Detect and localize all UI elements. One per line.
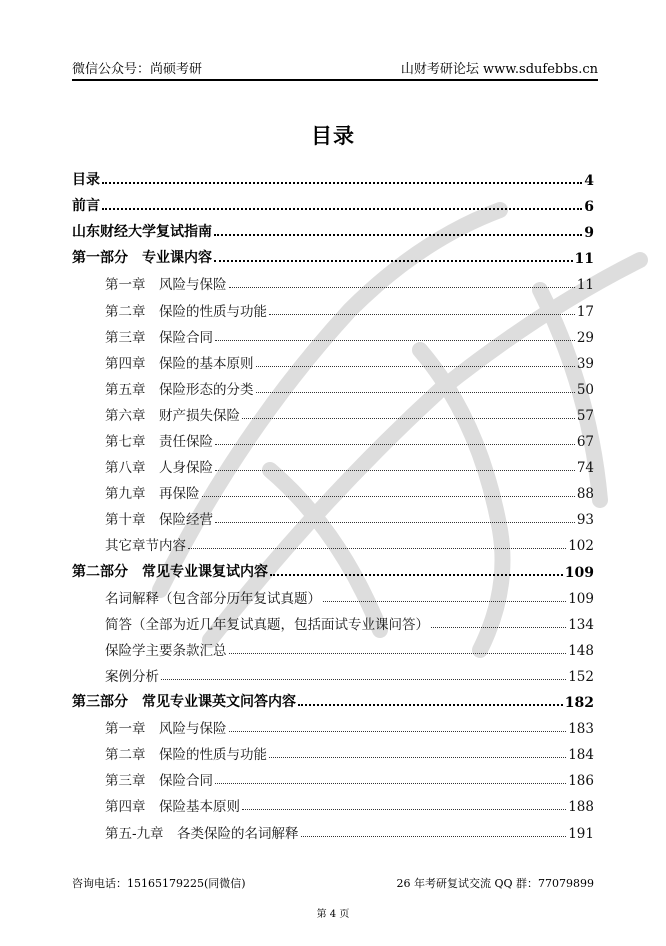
toc-leader-dots — [215, 470, 575, 471]
toc-entry-page: 17 — [576, 303, 594, 320]
toc-entry-page: 109 — [568, 590, 594, 607]
toc-entry-page: 11 — [574, 251, 594, 268]
toc-entry-page: 152 — [568, 668, 594, 685]
toc-entry-label: 山东财经大学复试指南 — [72, 224, 212, 241]
toc-leader-dots — [270, 574, 563, 576]
toc-leader-dots — [242, 418, 575, 419]
toc-entry-label: 第五章 保险形态的分类 — [105, 381, 254, 398]
toc-entry-page: 183 — [568, 721, 594, 738]
toc-chapter-entry[interactable] — [72, 661, 594, 685]
header-forum: 山财考研论坛 www.sdufebbs.cn — [400, 62, 598, 77]
toc-entry-page: 148 — [568, 642, 594, 659]
toc-chapter-entry[interactable] — [72, 374, 594, 398]
toc-leader-dots — [229, 731, 567, 732]
toc-chapter-entry[interactable] — [72, 296, 594, 320]
page-title: 目录 — [311, 123, 355, 148]
toc-entry-label: 第八章 人身保险 — [105, 460, 213, 477]
toc-entry-label: 前言 — [72, 198, 100, 215]
toc-chapter-entry[interactable] — [72, 504, 594, 528]
toc-chapter-entry[interactable] — [72, 426, 594, 450]
toc-chapter-entry[interactable] — [72, 818, 594, 842]
toc-leader-dots — [215, 444, 575, 445]
toc-entry-label: 第四章 保险的基本原则 — [105, 355, 254, 372]
toc-entry-label: 第七章 责任保险 — [105, 434, 213, 450]
toc-leader-dots — [188, 548, 566, 549]
toc-entry-page: 39 — [576, 355, 594, 372]
toc-chapter-entry[interactable] — [72, 478, 594, 502]
toc-entry-page: 57 — [576, 407, 594, 424]
toc-entry-label: 第四章 保险基本原则 — [105, 799, 240, 816]
toc-entry-page: 186 — [568, 773, 594, 790]
toc-entry-page: 50 — [576, 381, 594, 398]
header-rule — [72, 79, 598, 81]
toc-entry-label: 第六章 财产损失保险 — [105, 407, 240, 424]
toc-chapter-entry[interactable] — [72, 739, 594, 763]
toc-leader-dots — [102, 208, 582, 210]
toc-entry-label: 第一章 风险与保险 — [105, 277, 227, 294]
toc-entry-label: 第十章 保险经营 — [105, 512, 213, 529]
toc-entry-label: 第二章 保险的性质与功能 — [105, 303, 267, 320]
toc-entry-page: 188 — [568, 799, 594, 816]
toc-chapter-entry[interactable] — [72, 609, 594, 633]
toc-entry-page: 11 — [576, 277, 594, 294]
toc-entry-label: 保险学主要条款汇总 — [105, 642, 227, 659]
toc-leader-dots — [301, 836, 567, 837]
toc-entry-label: 其它章节内容 — [105, 538, 186, 555]
toc-entry-label: 第二部分 常见专业课复试内容 — [72, 563, 268, 580]
toc-entry-label: 案例分析 — [105, 668, 159, 685]
toc-entry-page: 182 — [564, 695, 594, 711]
toc-leader-dots — [256, 392, 575, 393]
toc-section-entry[interactable] — [72, 557, 594, 581]
toc-entry-page: 93 — [576, 512, 594, 529]
toc-leader-dots — [161, 679, 566, 680]
toc-entry-label: 第三章 保险合同 — [105, 773, 213, 790]
toc-section-entry[interactable] — [72, 687, 594, 711]
toc-leader-dots — [269, 314, 575, 315]
toc-entry-label: 第三章 保险合同 — [105, 329, 213, 346]
toc-entry-page: 74 — [576, 460, 594, 477]
toc-entry-page: 102 — [568, 538, 594, 555]
toc-section-entry[interactable] — [72, 165, 594, 189]
toc-leader-dots — [214, 234, 582, 236]
toc-leader-dots — [229, 287, 575, 288]
toc-leader-dots — [431, 627, 566, 628]
toc-entry-label: 第五-九章 各类保险的名词解释 — [105, 825, 299, 842]
toc-chapter-entry[interactable] — [72, 322, 594, 346]
toc-entry-page: 191 — [568, 825, 594, 842]
toc-entry-page: 67 — [576, 434, 594, 450]
toc-entry-label: 第二章 保险的性质与功能 — [105, 747, 267, 764]
toc-entry-label: 第一部分 专业课内容 — [72, 250, 212, 267]
toc-chapter-entry[interactable] — [72, 400, 594, 424]
toc-entry-page: 9 — [584, 225, 594, 242]
toc-chapter-entry[interactable] — [72, 583, 594, 607]
footer-qq-group: 26 年考研复试交流 QQ 群：77079899 — [396, 877, 594, 890]
toc-leader-dots — [256, 366, 575, 367]
toc-chapter-entry[interactable] — [72, 765, 594, 789]
toc-entry-page: 88 — [576, 486, 594, 503]
toc-leader-dots — [215, 340, 575, 341]
toc-entry-page: 29 — [576, 329, 594, 346]
toc-section-entry[interactable] — [72, 243, 594, 267]
toc-leader-dots — [202, 496, 575, 497]
toc-entry-label: 第一章 风险与保险 — [105, 721, 227, 738]
toc-entry-page: 109 — [564, 564, 594, 581]
toc-leader-dots — [215, 783, 566, 784]
toc-entry-label: 名词解释（包含部分历年复试真题） — [105, 590, 321, 607]
toc-entry-page: 184 — [568, 747, 594, 764]
toc-leader-dots — [269, 757, 566, 758]
toc-leader-dots — [298, 704, 563, 706]
toc-leader-dots — [242, 809, 566, 810]
header-wechat: 微信公众号：尚硕考研 — [72, 62, 203, 77]
toc-chapter-entry[interactable] — [72, 452, 594, 476]
toc-entry-label: 目录 — [72, 172, 100, 188]
toc-leader-dots — [102, 182, 582, 184]
page-header — [72, 58, 598, 80]
toc-chapter-entry[interactable] — [72, 791, 594, 815]
toc-entry-page: 134 — [568, 616, 594, 633]
page-number: 第 4 页 — [316, 909, 350, 920]
toc-entry-label: 第三部分 常见专业课英文问答内容 — [72, 694, 296, 710]
toc-chapter-entry[interactable] — [72, 713, 594, 737]
toc-entry-label: 简答（全部为近几年复试真题，包括面试专业课问答） — [105, 616, 429, 633]
toc-entry-label: 第九章 再保险 — [105, 486, 200, 503]
toc-leader-dots — [323, 601, 566, 602]
toc-chapter-entry[interactable] — [72, 348, 594, 372]
toc-chapter-entry[interactable] — [72, 635, 594, 659]
toc-section-entry[interactable] — [72, 191, 594, 215]
toc-entry-page: 6 — [584, 199, 594, 216]
footer-phone: 咨询电话：15165179225(同微信) — [72, 877, 246, 890]
toc-chapter-entry[interactable] — [72, 530, 594, 554]
toc-chapter-entry[interactable] — [72, 269, 594, 293]
toc-leader-dots — [229, 653, 567, 654]
toc-entry-page: 4 — [584, 173, 594, 189]
toc-leader-dots — [215, 522, 575, 523]
toc-section-entry[interactable] — [72, 217, 594, 241]
toc-leader-dots — [214, 260, 573, 262]
